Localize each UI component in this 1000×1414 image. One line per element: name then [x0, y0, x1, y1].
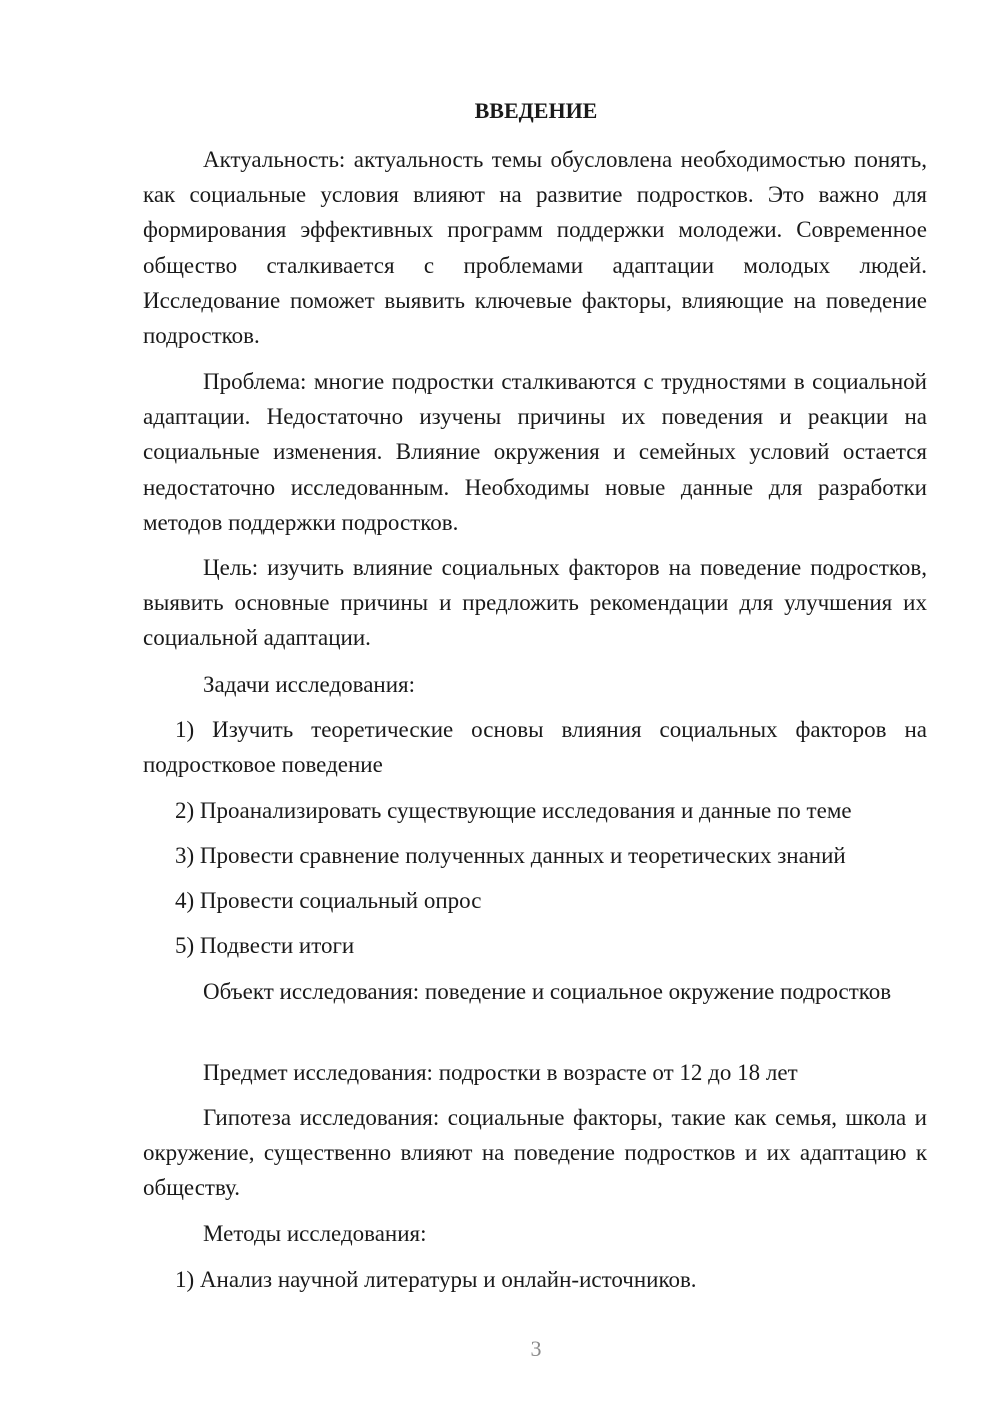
tasks-heading: Задачи исследования: — [203, 672, 416, 697]
method-item: 1) Анализ научной литературы и онлайн-источников. — [175, 1267, 697, 1292]
page-number: 3 — [530, 1336, 542, 1361]
task-item: 3) Провести сравнение полученных данных и теоретических знаний — [175, 843, 846, 868]
object-paragraph: Объект исследования: поведение и социальное окружение подростков — [203, 979, 892, 1004]
problem-paragraph: Проблема: многие подростки сталкиваются с трудностями в социальной адаптации. Недостаточно изучены причины их поведения и реакции на социальные изменения. Влияние окружения и семейных условий остается недостаточно исследованным. Необходимы новые данные для разработки методов поддержки подростков. — [143, 369, 927, 535]
relevance-paragraph: Актуальность: актуальность темы обусловлена необходимостью понять, как социальные условия влияют на развитие подростков. Это важно для формирования эффективных программ поддержки молодежи. Современное общество сталкивается с проблемами адаптации молодых людей. Исследование поможет выявить ключевые факторы, влияющие на поведение подростков. — [143, 147, 927, 349]
task-item: 4) Провести социальный опрос — [175, 888, 482, 913]
task-item: 1) Изучить теоретические основы влияния социальных факторов на подростковое поведение — [143, 717, 927, 778]
task-item: 5) Подвести итоги — [175, 933, 355, 958]
subject-paragraph: Предмет исследования: подростки в возрасте от 12 до 18 лет — [203, 1060, 798, 1085]
task-item: 2) Проанализировать существующие исследования и данные по теме — [175, 798, 852, 823]
section-title: ВВЕДЕНИЕ — [474, 98, 598, 123]
methods-heading: Методы исследования: — [203, 1221, 427, 1246]
goal-paragraph: Цель: изучить влияние социальных факторов на поведение подростков, выявить основные причины и предложить рекомендации для улучшения их социальной адаптации. — [143, 555, 927, 651]
hypothesis-paragraph: Гипотеза исследования: социальные факторы, такие как семья, школа и окружение, существенно влияют на поведение подростков и их адаптацию к обществу. — [143, 1105, 927, 1201]
